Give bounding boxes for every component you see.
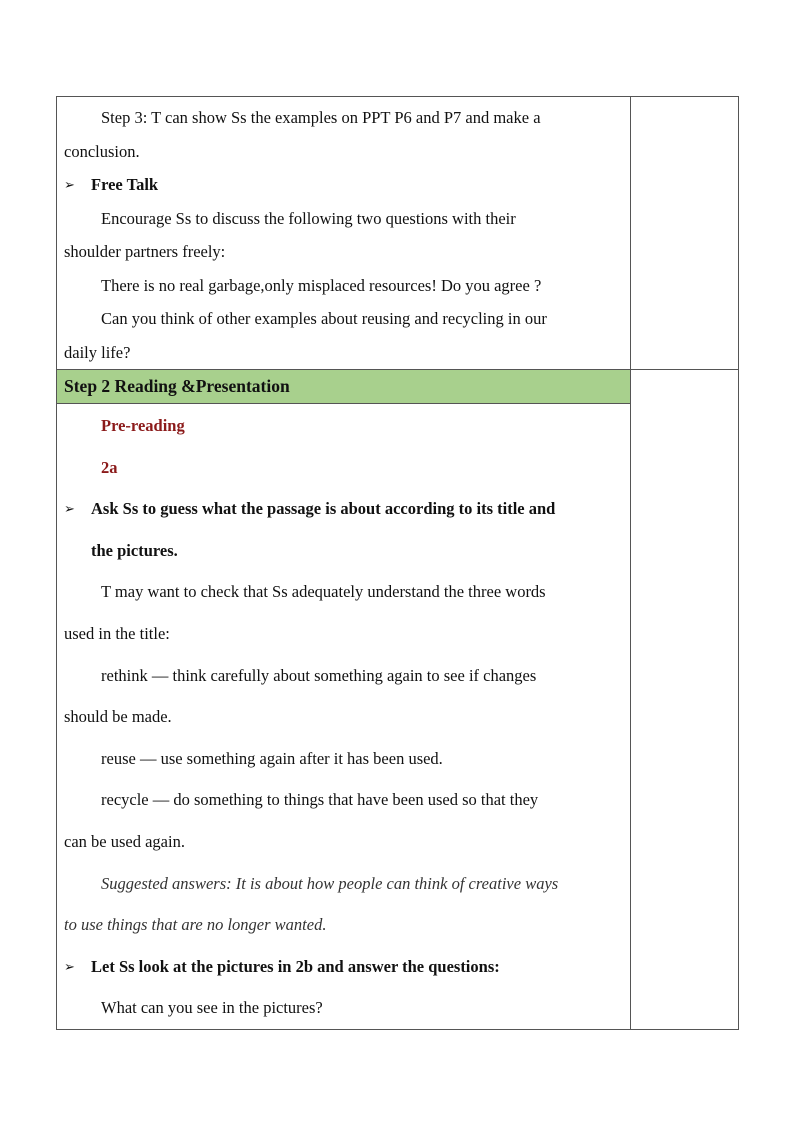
table-row — [57, 97, 739, 370]
encourage-text: Encourage Ss to discuss the following two questions with their — [101, 208, 516, 228]
recycle-definition: recycle — do something to things that have been used so that they — [101, 790, 539, 810]
section-header: Step 2 Reading &Presentation — [57, 370, 631, 404]
step3-text: Step 3: T can show Ss the examples on PPT P6 and P7 and make a — [101, 108, 541, 127]
arrowhead-bullet-icon: ➢ — [64, 501, 75, 517]
suggested-answer-cont: to use things that are no longer wanted. — [64, 915, 327, 935]
pictures-question: What can you see in the pictures? — [101, 998, 323, 1018]
exercise-number: 2a — [101, 457, 118, 477]
step3-text-cont: conclusion. — [64, 141, 140, 161]
procedure-cell — [57, 404, 631, 1030]
lesson-plan-table — [56, 96, 739, 1030]
guess-text-cont: the pictures. — [91, 540, 178, 560]
question-one: There is no real garbage,only misplaced resources! Do you agree ? — [101, 275, 542, 295]
pre-reading-heading: Pre-reading — [101, 416, 185, 435]
guess-bullet — [64, 488, 622, 571]
arrowhead-bullet-icon: ➢ — [64, 958, 75, 974]
encourage-text-cont: shoulder partners freely: — [64, 242, 226, 261]
arrowhead-bullet-icon: ➢ — [64, 177, 75, 192]
pictures-bullet-text: Let Ss look at the pictures in 2b and answer the questions: — [91, 956, 500, 976]
recycle-definition-cont: can be used again. — [64, 831, 185, 851]
pictures-bullet — [64, 946, 622, 988]
check-text-cont: used in the title: — [64, 623, 170, 643]
suggested-answer: Suggested answers: It is about how people can think of creative ways — [101, 873, 559, 893]
notes-cell — [631, 370, 739, 1030]
table-row — [57, 370, 739, 404]
procedure-cell — [57, 97, 631, 370]
rethink-definition-cont: should be made. — [64, 707, 172, 727]
reuse-definition: reuse — use something again after it has been used. — [101, 748, 443, 768]
free-talk-label: Free Talk — [91, 175, 159, 194]
question-two-cont: daily life? — [64, 342, 131, 362]
question-two: Can you think of other examples about reusing and recycling in our — [101, 309, 547, 328]
notes-cell — [631, 97, 739, 370]
guess-text: Ask Ss to guess what the passage is about according to its title and — [91, 499, 556, 519]
rethink-definition: rethink — think carefully about something again to see if changes — [101, 665, 537, 685]
free-talk-bullet — [64, 168, 622, 202]
check-text: T may want to check that Ss adequately understand the three words — [101, 582, 546, 602]
